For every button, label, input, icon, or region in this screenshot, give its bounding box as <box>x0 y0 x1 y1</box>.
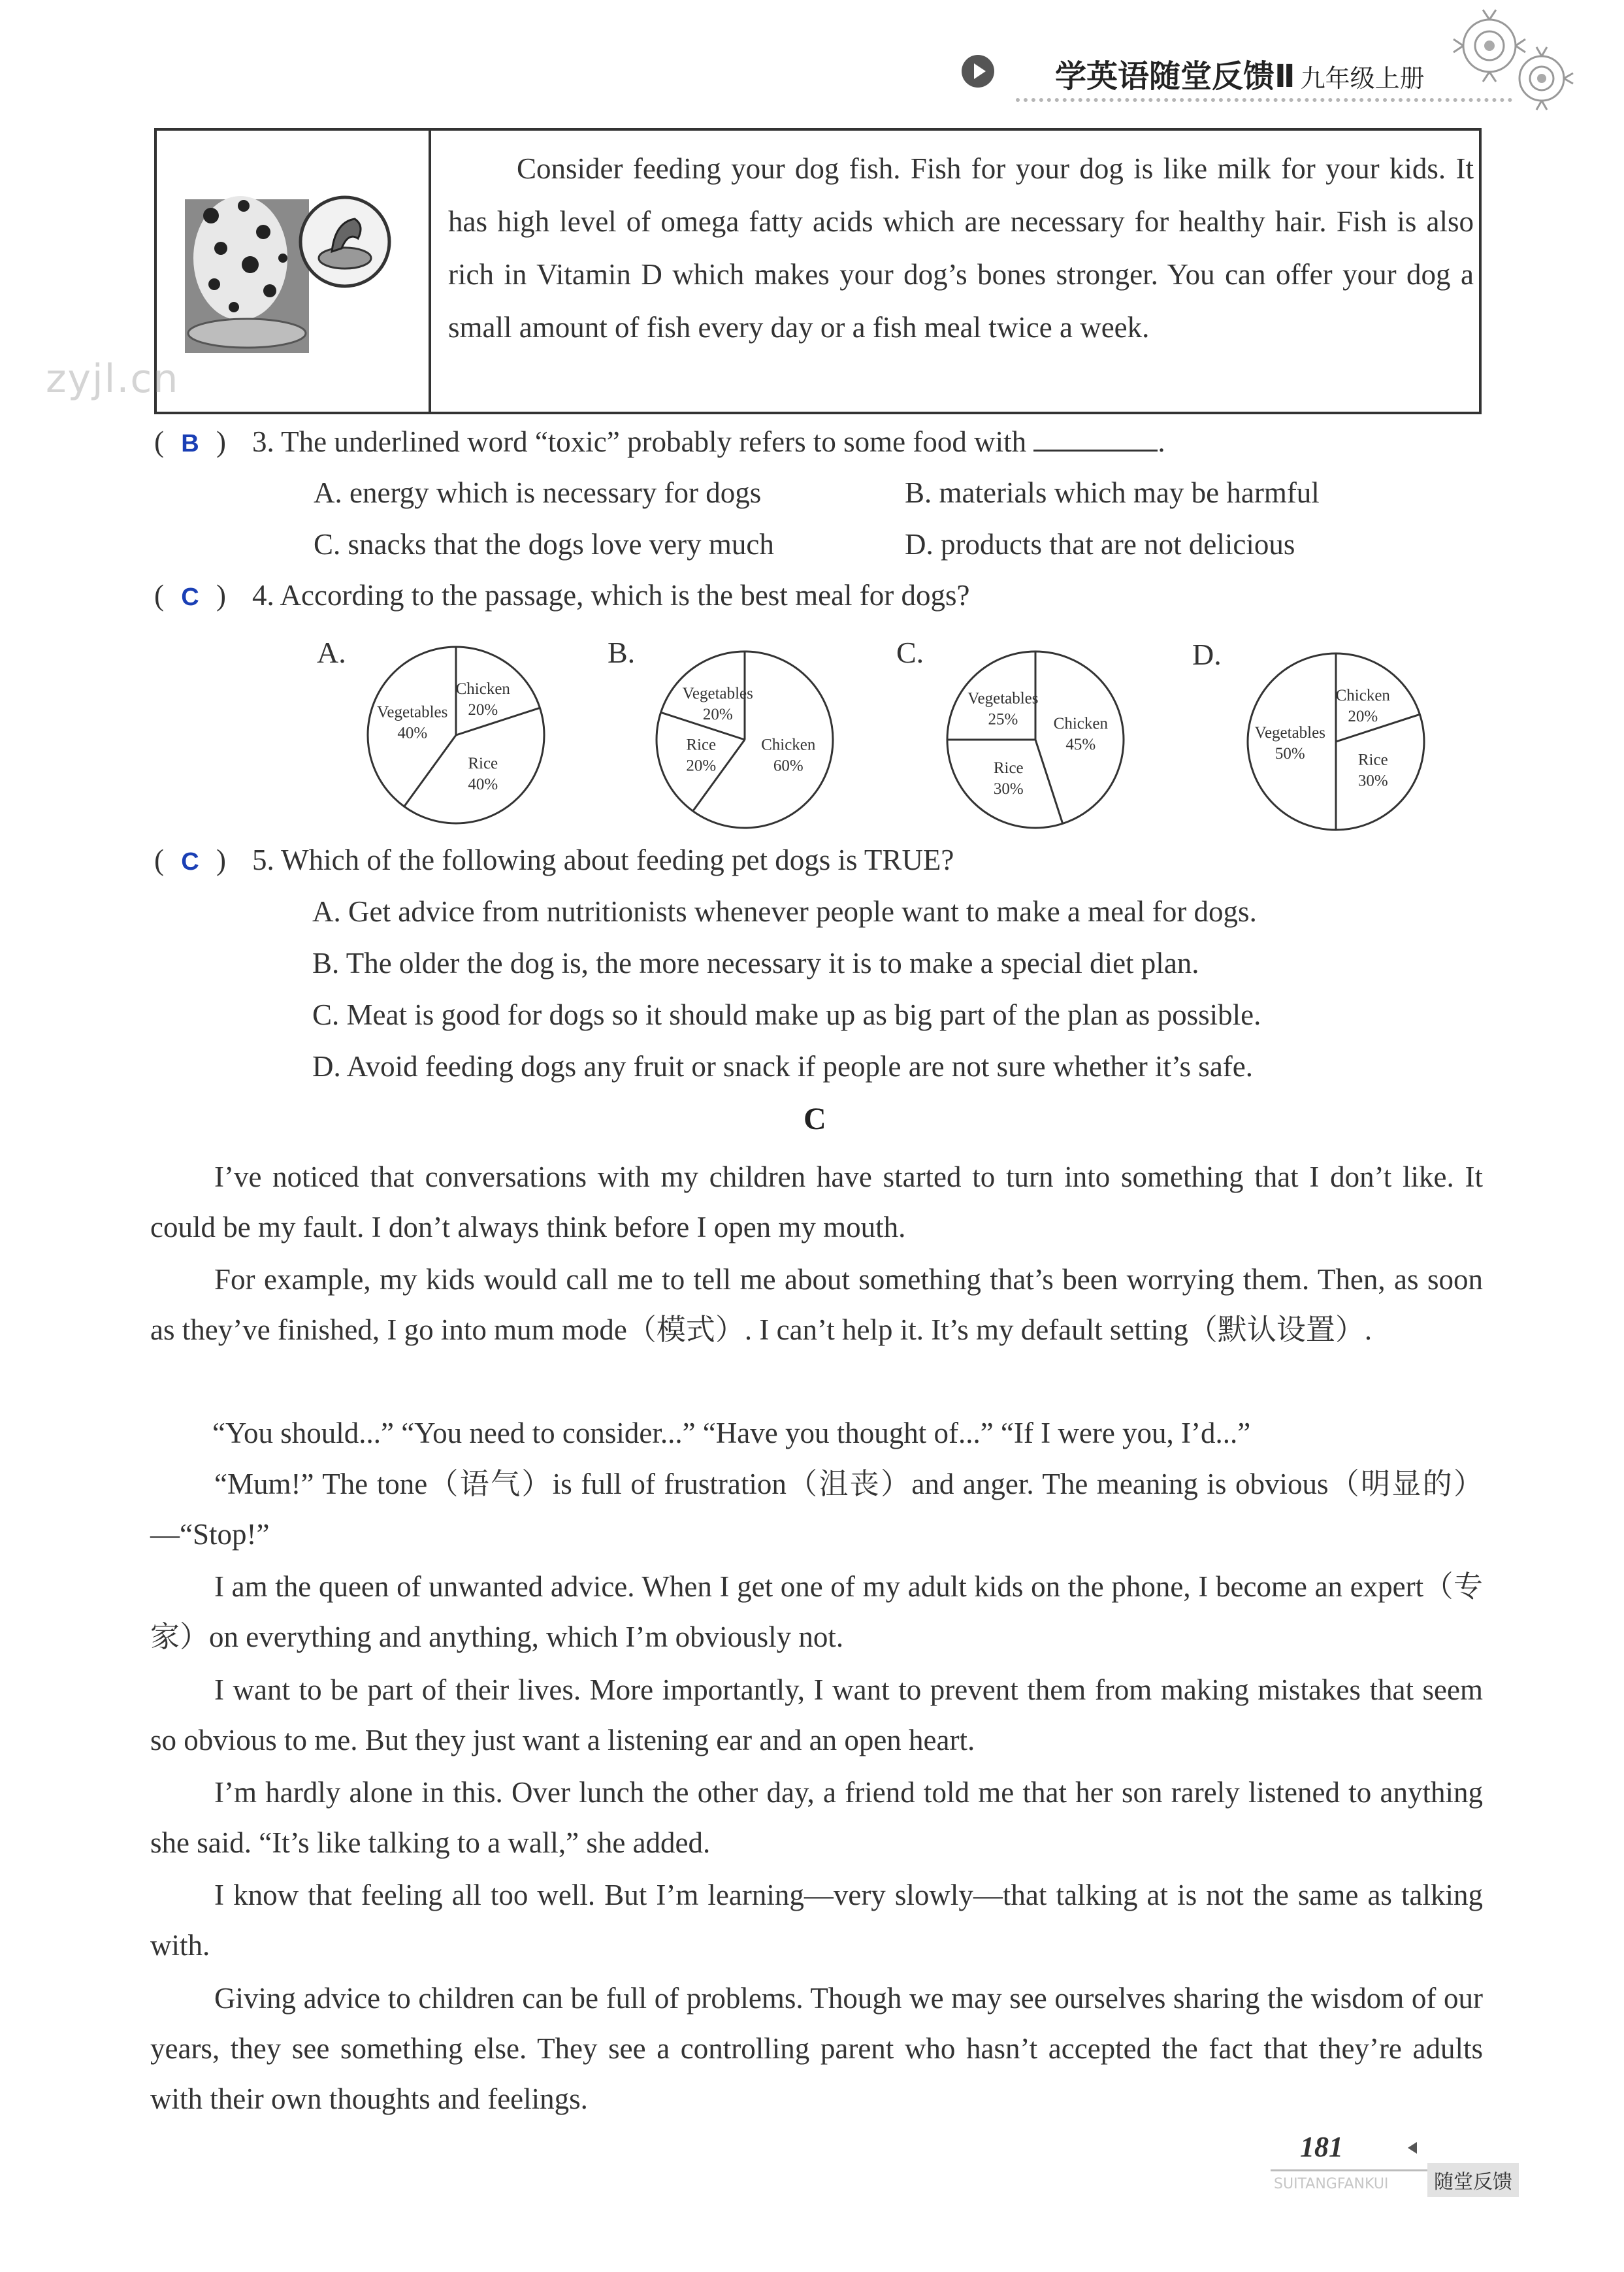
footer-rule <box>1271 2169 1427 2171</box>
option-5b: B. The older the dog is, the more necessary it is to make a special diet plan. <box>312 947 1199 980</box>
arrow-left-icon <box>1408 2142 1417 2154</box>
pie-slice-percent: 30% <box>993 780 1024 798</box>
pie-slice-label: Rice <box>686 736 717 754</box>
footer-pinyin: SUITANGFANKUI <box>1274 2176 1389 2192</box>
answer-blank <box>1033 430 1158 452</box>
option-5c: C. Meat is good for dogs so it should make up as big part of the plan as possible. <box>312 998 1261 1031</box>
page-number: 181 <box>1300 2131 1343 2163</box>
page-header-title: 学英语随堂反馈Ⅱ 九年级上册 <box>1055 58 1425 95</box>
pie-c-letter: C. <box>896 636 924 669</box>
paragraph-1: I’ve noticed that conversations with my children have started to turn into something that I don’t like. It could be my fault. I don’t always think before I open my mouth. <box>150 1161 1483 1243</box>
pie-slice-percent: 25% <box>988 710 1018 729</box>
question-5 <box>154 843 954 877</box>
pie-slice-label: Chicken <box>1335 687 1390 705</box>
pie-slice-label: Chicken <box>1053 715 1108 733</box>
question-4 <box>154 578 969 612</box>
page-header-subtitle: 九年级上册 <box>1300 64 1425 93</box>
pie-slice-percent: 20% <box>686 757 717 775</box>
pie-slice-label: Vegetables <box>967 689 1039 708</box>
section-c-heading: C <box>804 1102 826 1136</box>
option-3b: B. materials which may be harmful <box>905 476 1320 509</box>
pie-slice-label: Vegetables <box>1254 724 1325 742</box>
pie-a-letter: A. <box>317 636 346 669</box>
pie-slice-label: Vegetables <box>377 703 448 721</box>
pie-slice-percent: 20% <box>702 706 733 724</box>
answer-bracket: ( B ) <box>154 425 226 458</box>
pie-slice-label: Rice <box>468 754 498 772</box>
pie-slice-percent: 50% <box>1275 745 1305 763</box>
question-3: ( B ) 3. The underlined word “toxic” probably refers to some food with . <box>154 425 1165 458</box>
sunflower-decoration-icon <box>1444 7 1587 137</box>
paragraph-5: I am the queen of unwanted advice. When I get one of my adult kids on the phone, I become an expert（专家）on everything and anything, which I’m obviously not. <box>150 1570 1483 1653</box>
dog-eating-fish-illustration <box>185 186 400 353</box>
play-icon <box>962 55 994 88</box>
pie-slice-vegetables <box>1248 653 1336 830</box>
option-3c: C. snacks that the dogs love very much <box>314 528 774 561</box>
pie-slice-percent: 40% <box>397 724 428 742</box>
pie-slice-percent: 20% <box>1348 708 1378 726</box>
option-5a: A. Get advice from nutritionists whenever people want to make a meal for dogs. <box>312 895 1257 928</box>
pie-chart-a <box>358 637 554 833</box>
paragraph-9: Giving advice to children can be full of problems. Though we may see ourselves sharing the wisdom of our years, they see something else. They see a controlling parent who hasn’t accepted the fact that they’re adults with their own thoughts and feelings. <box>150 1982 1483 2115</box>
footer-label: 随堂反馈 <box>1427 2163 1519 2197</box>
option-5d: D. Avoid feeding dogs any fruit or snack if people are not sure whether it’s safe. <box>312 1050 1253 1083</box>
pie-chart-c <box>937 642 1133 838</box>
option-3d: D. products that are not delicious <box>905 528 1295 561</box>
pie-slice-label: Chicken <box>761 736 816 754</box>
pie-slice-label: Rice <box>1357 751 1388 769</box>
answer-bracket: ( C ) <box>154 579 226 612</box>
answer-q4: C <box>181 584 199 611</box>
question-3-text: 3. The underlined word “toxic” probably refers to some food with <box>252 425 1027 458</box>
question-5-text: 5. Which of the following about feeding pet dogs is TRUE? <box>252 844 954 876</box>
answer-q5: C <box>181 848 199 876</box>
pie-b-letter: B. <box>608 636 636 669</box>
pie-chart-d <box>1238 644 1434 840</box>
pie-slice-percent: 20% <box>468 701 498 719</box>
option-3a: A. energy which is necessary for dogs <box>314 476 762 509</box>
pie-slice-percent: 60% <box>773 757 804 775</box>
pie-slice-label: Vegetables <box>682 685 753 703</box>
paragraph-4: “Mum!” The tone（语气）is full of frustration（沮丧）and anger. The meaning is obvious（明显的）—“Stop!” <box>150 1468 1483 1551</box>
watermark: zyjl.cn <box>46 356 180 402</box>
question-4-text: 4. According to the passage, which is the best meal for dogs? <box>252 579 970 612</box>
pie-slice-percent: 45% <box>1065 736 1096 754</box>
pie-chart-b <box>647 642 843 838</box>
passage-paragraph: Consider feeding your dog fish. Fish for your dog is like milk for your kids. It has high level of omega fatty acids which are necessary for healthy hair. Fish is also rich in Vitamin D which makes your dog’s bones stronger. You can offer your dog a small amount of fish every day or a fish meal twice a week. <box>448 152 1474 344</box>
header-dotted-rule <box>1016 98 1512 102</box>
pie-d-letter: D. <box>1192 638 1222 671</box>
pie-slice-label: Chicken <box>455 680 510 699</box>
paragraph-7: I’m hardly alone in this. Over lunch the other day, a friend told me that her son rarely listened to anything she said. “It’s like talking to a wall,” she added. <box>150 1776 1483 1859</box>
pie-slice-label: Rice <box>993 759 1024 777</box>
paragraph-3: “You should...” “You need to consider...” “Have you thought of...” “If I were you, I’d...” <box>212 1417 1251 1449</box>
paragraph-6: I want to be part of their lives. More importantly, I want to prevent them from making mistakes that seem so obvious to me. But they just want a listening ear and an open heart. <box>150 1673 1483 1756</box>
paragraph-2: For example, my kids would call me to tell me about something that’s been worrying them. Then, as soon as they’ve finished, I go into mum mode（模式）. I can’t help it. It’s my default setting（默认设置）. <box>150 1263 1483 1346</box>
pie-slice-percent: 40% <box>468 775 498 793</box>
pie-slice-percent: 30% <box>1357 772 1388 790</box>
paragraph-8: I know that feeling all too well. But I’m learning—very slowly—that talking at is not the same as talking with. <box>150 1879 1483 1962</box>
answer-bracket: ( C ) <box>154 844 226 876</box>
answer-q3: B <box>181 430 199 457</box>
box-divider <box>429 128 431 414</box>
